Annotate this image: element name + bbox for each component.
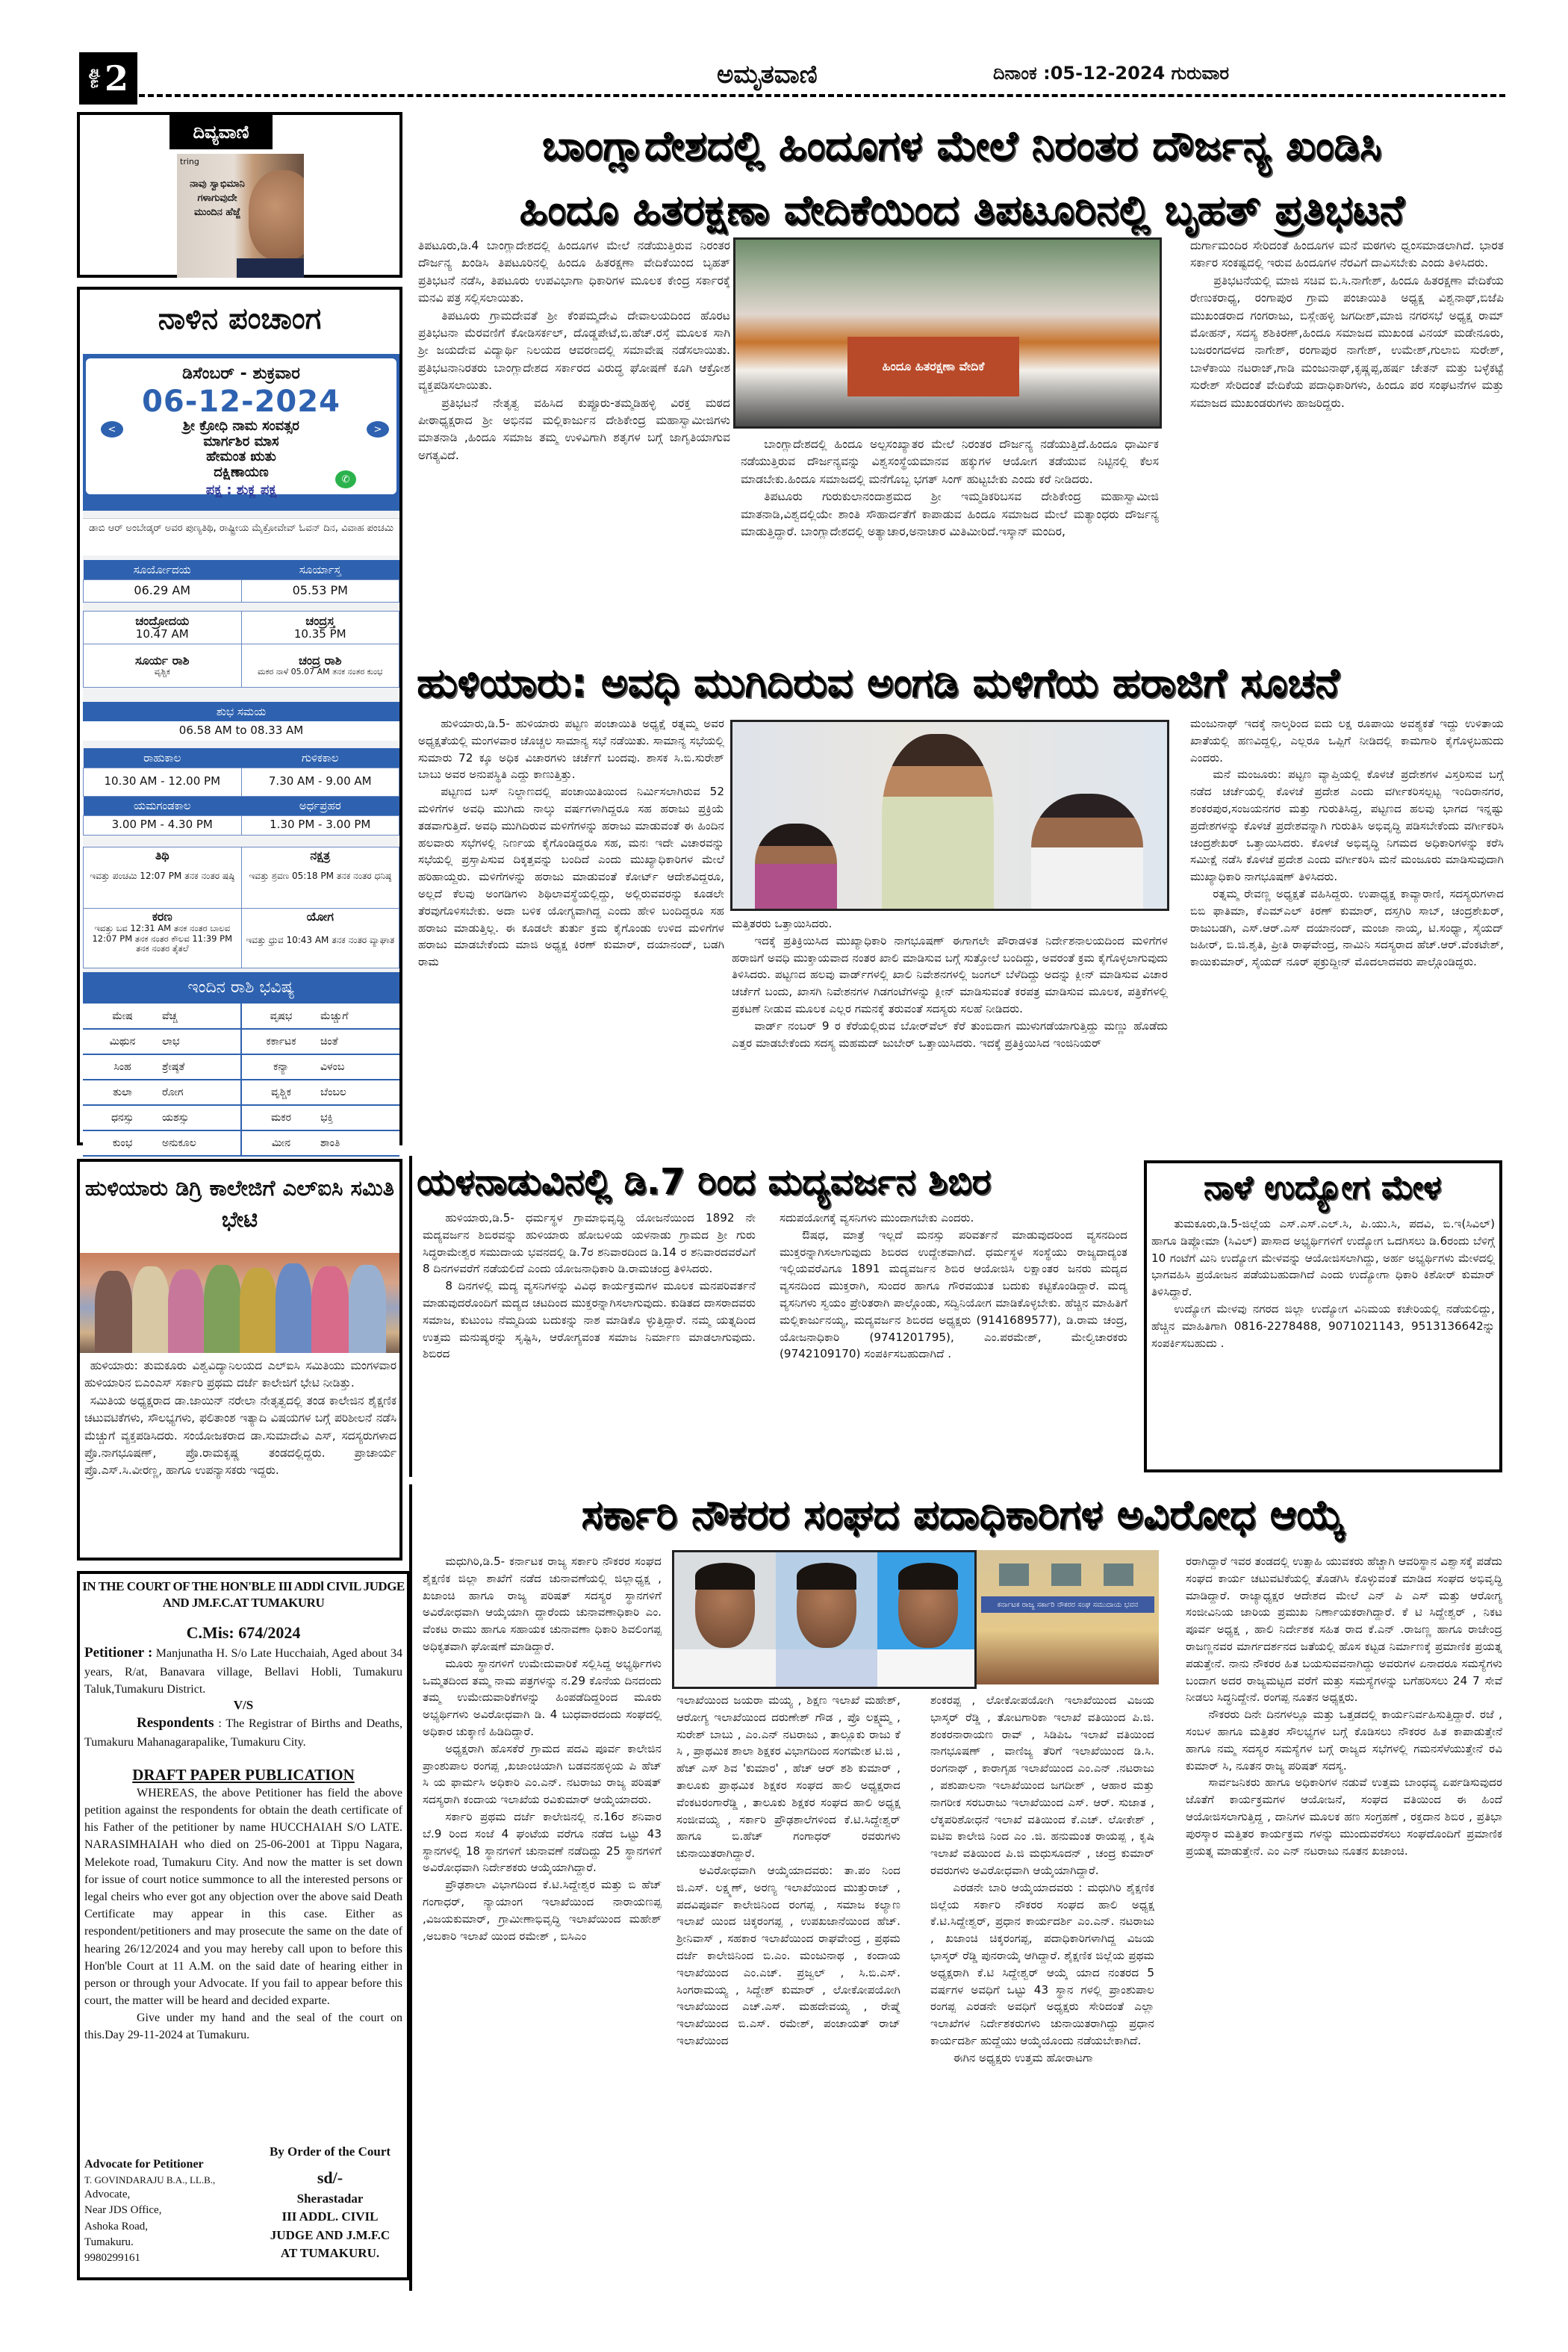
rashi-table — [83, 1004, 399, 1157]
story5-para: ಇಲಾಖೆಯಿಂದ ಜಯರಾ ಮಯ್ಯ , ಶಿಕ್ಷಣ ಇಲಾಖೆ ಮಹೇಶ್, ಆರೋಗ್ಯ ಇಲಾಖೆಯಿಂದ ದರುಣೇಶ್ ಗೌಡ , ಪ್ರೊ ಲಕ್ಷ್ಮಮ್ಮ , ಸುರೇಶ್ ಬಾಬು , ಎಂ.ಎನ್ ನಟರಾಜು , ತಾಲ್ಲೂಕು ರಾಜು ಕೆ ಸಿ , ಪ್ರಾಥಮಿಕ ಶಾಲಾ ಶಿಕ್ಷಕರ ವಿಭಾಗದಿಂದ ಸಂಗಮೇಶ ಟಿ.ಜಿ , ಹೆಚ್ ಎಸ್ ಶಿವ 'ಕುಮಾರ' , ಹೆಚ್ ಆರ್ ಶಶಿ ಕುಮಾರ್ , ತಾಲೂಕು ಪ್ರಾಥಮಿಕ ಶಿಕ್ಷಕರ ಸಂಘದ ಹಾಲಿ ಅಧ್ಯಕ್ಷರಾದ ವೆಂಕಟರಂಗಾರೆಡ್ಡಿ , ತಾಲೂಕು ಶಿಕ್ಷಕರ ಸಂಘದ ಹಾಲಿ ಅಧ್ಯಕ್ಷ ಸಂಜೀವಯ್ಯ , ಸರ್ಕಾರಿ ಪ್ರೌಢಶಾಲೆಗಳಿಂದ ಕೆ.ಟಿ.ಸಿದ್ದೇಶ್ವರ್ ಹಾಗೂ ಬಿ.ಹೆಚ್ ಗಂಗಾಧರ್ ರವರುಗಳು ಚುನಾಯಿತರಾಗಿದ್ದಾರೆ. — [676, 1693, 900, 1861]
signatory-line: Sherastadar — [296, 2191, 364, 2206]
moonrise-time: 10.47 AM — [135, 627, 189, 641]
story5-left-rule — [409, 1484, 412, 2291]
karana-value: ಇವತ್ತು ಬವ 12:31 AM ತನಕ ನಂತರ ಬಾಲವ 12:07 PM ತನಕ ನಂತರ ಕೌಲವ 11:39 PM ತನಕ ನಂತರ ತೈತಲೆ — [92, 923, 233, 953]
rashi-row — [83, 1029, 399, 1054]
officials-photos — [672, 1550, 977, 1689]
gulika-label: ಗುಳಿಕಕಾಲ — [241, 748, 399, 768]
rahu-label: ರಾಹುಕಾಲ — [84, 748, 242, 768]
official-photo-3 — [877, 1552, 977, 1687]
surya-rashi-label: ಸೂರ್ಯ ರಾಶಿ — [134, 653, 190, 668]
rashi-row — [83, 1080, 399, 1105]
kala-table — [83, 748, 399, 836]
story5-para: ರರಾಗಿದ್ದಾರೆ ಇವರ ತಂಡದಲ್ಲಿ ಉತ್ಸಾಹಿ ಯುವಕರು ಹೆಚ್ಚಾಗಿ ಆವರಿಸ್ಥಾನ ವಿಶ್ವಾಸಕ್ಕೆ ಪಡೆದು ಸಂಘದ ಕಾರ್ಯ ಚಟುವಟಿಕೆಯಲ್ಲಿ ತೊಡಗಿಸಿ ಕೊಳ್ಳುವಂತೆ ಮಾಡಿದ ಸಂಘದ ಅಭಿವೃದ್ಧಿ ಮಾಡಿದ್ದಾರೆ. ರಾಜ್ಯಾಧ್ಯಕ್ಷರ ಆದೇಶದ ಮೇಲೆ ಎನ್ ಪಿ ಎಸ್ ಮತ್ತು ಆರೋಗ್ಯ ಸಂಜೀವಿನಿಯ ಜಾರಿಯ ಪ್ರಮುಖ ನಿರ್ಣಾಯಕರಾಗಿದ್ದಾರೆ. ಕೆ ಟಿ ಸಿದ್ದೇಶ್ವರ್ , ನಿಕಟ ಪೂರ್ವ ಅಧ್ಯಕ್ಷ , ಹಾಲಿ ನಿರ್ದೇಶಕ ಸಹಿತ ರಾದ ಕೆ.ಎನ್ .ರಾಜಣ್ಣ ಹಾಗೂ ರಾಜೇಂದ್ರ ರಾಜಣ್ಣನವರ ಮಾರ್ಗದರ್ಶನದ ಜತೆಯಲ್ಲಿ ಹೊಸ ಕಟ್ಟಡ ನಿರ್ಮಾಣಕ್ಕೆ ಪ್ರಮಾಣಿಕ ಪ್ರಯತ್ನ ಪಡುತ್ತೇನೆ. ನಾನು ನೌಕರರ ಹಿತ ಬಯಸುವವನಾಗಿದ್ದು ಅವರುಗಳ ಏನಾದರೂ ಸಮಸ್ಯೆಗಳು ಬಂದಾಗ ಅದರ ರಾಜ್ಯಮಟ್ಟದ ವರೆಗೆ ಮತ್ತು ಸಮಸ್ಯೆಗಳನ್ನು ಬಗೆಹರಿಸಲು 24 7 ಸೇವೆ ನೀಡಲು ಸಿದ್ಧನಿದ್ದೇನೆ. ರಂಗಪ್ಪ ನೂತನ ಅಧ್ಯಕ್ಷರು. — [1186, 1555, 1502, 1705]
signatory-line: JUDGE AND J.M.F.C — [270, 2227, 391, 2242]
story3-column-2 — [780, 1210, 1127, 1363]
rashi-result: ಶಾಂತಿ — [320, 1130, 399, 1156]
rashi-result: ರೋಗ — [162, 1080, 241, 1105]
rashi-sign: ಮಕರ — [241, 1105, 320, 1130]
photo-label: tring — [180, 157, 199, 167]
story2-column-3 — [1190, 715, 1504, 971]
karana-label: ಕರಣ — [152, 909, 172, 924]
advocate-block — [84, 2156, 241, 2267]
story1-para: ದುರ್ಗಾಮಂದಿರ ಸೇರಿದಂತೆ ಹಿಂದೂಗಳ ಮನೆ ಮಠಗಳು ಧ್ವಂಸಮಾಡಲಾಗಿದೆ. ಭಾರತ ಸರ್ಕಾರ ಸಂಕಷ್ಟದಲ್ಲಿ ಇರುವ ಹಿಂದೂಗಳ ನೆರವಿಗೆ ದಾವಿಸಬೇಕು ಎಂದು ತಿಳಿಸಿದರು. — [1190, 239, 1504, 270]
panchanga-festival: ಡಾಬಿ ಆರ್ ಅಂಬೇಡ್ಕರ್ ಅವರ ಪುಣ್ಯತಿಥಿ, ರಾಷ್ಟ್ರೀಯ ಮೈಕ್ರೋವೇವ್ ಓವನ್ ದಿನ, ವಿವಾಹ ಪಂಚಮಿ — [83, 518, 399, 556]
story1-para: ತಿಪಟೂರು,ಡಿ.4 ಬಾಂಗ್ಲಾದೇಶದಲ್ಲಿ ಹಿಂದೂಗಳ ಮೇಲೆ ನಡೆಯುತ್ತಿರುವ ನಿರಂತರ ದೌರ್ಜನ್ಯ ಖಂಡಿಸಿ ತಿಪಟೂರಿನಲ್ಲಿ ಹಿಂದೂ ಹಿತರಕ್ಷಣಾ ವೇದಿಕೆಯಿಂದ ಬೃಹತ್ ಪ್ರತಿಭಟನೆ ನಡೆಸಿ, ತಿಪಟೂರು ಉಪವಿಭಾಗಾ ಧಿಕಾರಿಗಳ ಮೂಲಕ ಕೇಂದ್ರ ಸರ್ಕಾರಕ್ಕೆ ಮನವಿ ಪತ್ರ ಸಲ್ಲಿಸಲಾಯಿತು. — [418, 239, 730, 305]
shubha-time: 06.58 AM to 08.33 AM — [83, 721, 399, 741]
rashi-sign: ಕರ್ಕಾಟಕ — [241, 1029, 320, 1054]
panchanga-masa: ಮಾರ್ಗಶಿರ ಮಾಸ — [203, 433, 279, 449]
protest-banner: ಹಿಂದೂ ಹಿತರಕ್ಷಣಾ ವೇದಿಕೆ — [847, 337, 1019, 396]
divyavani-quote: ನಾವು ಸ್ವಾಭಿಮಾನಿ ಗಳಾಗುವುದೇ ಮುಂದಿನ ಹೆಜ್ಜೆ — [190, 178, 245, 218]
story2-para: ರತ್ನಮ್ಮ ರೇವಣ್ಣ ಅಧ್ಯಕ್ಷತೆ ವಹಿಸಿದ್ದರು. ಉಪಾಧ್ಯಕ್ಷ ಕಾವ್ಯಾರಾಣಿ, ಸದಸ್ಯರುಗಳಾದ ಬಿಬಿ ಫಾತಿಮಾ, ಕೆಎಮ್‌ಎಲ್ ಕಿರಣ್ ಕುಮಾರ್, ದಸ್ತಗಿರಿ ಸಾಬ್, ಚಂದ್ರಶೇಖರ್, ರಾಜುಬಡಗಿ, ಎಸ್.ಆರ್.ಎಸ್ ದಯಾನಂದ್, ಮಂಜಾ ನಾಯ್ಕ, ಟಿ.ಸಂಧ್ಯಾ, ಸೈಯದ್ ಜಹೀರ್, ಬಿ.ಜಿ.ಶೃತಿ, ಪ್ರೀತಿ ರಾಘವೇಂದ್ರ, ನಾಮಿನಿ ಸದಸ್ಯರಾದ ಹೆಚ್.ಆರ್.ವೆಂಕಟೇಶ್, ಕಾಯಿಕುಮಾರ್, ಸೈಯದ್ ನೂರ್ ಫಕ್ರುದ್ದೀನ್ ಮೊದಲಾದವರು ಪಾಲ್ಗೊಂಡಿದ್ದರು. — [1190, 886, 1504, 969]
story4-para: ತುಮಕೂರು,ಡಿ.5-ಜಿಲ್ಲೆಯ ಎಸ್.ಎಸ್.ಎಲ್.ಸಿ, ಪಿ.ಯು.ಸಿ, ಪದವಿ, ಬಿ.ಇ(ಸಿವಿಲ್) ಹಾಗೂ ಡಿಪ್ಲೋಮಾ (ಸಿವಿಲ್) ಪಾಸಾದ ಅಭ್ಯರ್ಥಿಗಳಿಗೆ ಉದ್ಯೋಗ ಒದಗಿಸಲು ಡಿ.6ರಂದು ಬೆಳಿಗ್ಗೆ 10 ಗಂಟೆಗೆ ಮಿನಿ ಉದ್ಯೋಗ ಮೇಳವನ್ನು ಆಯೋಜಿಸಲಾಗಿದ್ದು, ಅರ್ಹ ಅಭ್ಯರ್ಥಿಗಳು ಮೇಳದಲ್ಲಿ ಭಾಗವಹಿಸಿ ಪ್ರಯೋಜನ ಪಡೆಯಬಹುದಾಗಿದೆ ಎಂದು ಉದ್ಯೋಗಾ ಧಿಕಾರಿ ಕಿಶೋರ್ ಕುಮಾರ್ ತಿಳಿಸಿದ್ದಾರೆ. — [1151, 1217, 1495, 1299]
sun-table — [83, 560, 399, 603]
story3-para: ಔಷಧ, ಮಾತ್ರೆ ಇಲ್ಲದೆ ಮನಸ್ಸು ಪರಿವರ್ತನೆ ಮಾಡುವುದರಿಂದ ವ್ಯಸನದಿಂದ ಮುಕ್ತರನ್ನಾಗಿಸಲಾಗುವುದು ಶಿಬಿರದ ಉದ್ದೇಶವಾಗಿದೆ. ಧರ್ಮಸ್ಥಳ ಸಂಸ್ಥೆಯು ರಾಜ್ಯದಾದ್ಯಂತ ಇಲ್ಲಿಯವರೆವಿಗೂ 1891 ಮದ್ಯವರ್ಜನ ಶಿಬಿರ ಆಯೋಜಿಸಿ ಲಕ್ಷಾಂತರ ಜನರು ಮದ್ಯದ ವ್ಯಸನದಿಂದ ಮುಕ್ತರಾಗಿ, ಸುಂದರ ಹಾಗೂ ಗೌರವಯುತ ಬದುಕು ಕಟ್ಟಿಕೊಂಡಿದ್ದಾರೆ. ಮದ್ಯ ವ್ಯಸನಿಗಳು ಸ್ವಯಂ ಪ್ರೇರಿತರಾಗಿ ಪಾಲ್ಗೊಂಡು, ಸದ್ವಿನಿಯೋಗ ಮಾಡಿಕೊಳ್ಳಬೇಕು. ಹೆಚ್ಚಿನ ಮಾಹಿತಿಗೆ ಮಲ್ಲಿಕಾರ್ಜುನಯ್ಯ, ಮದ್ಯವರ್ಜನ ಶಿಬಿರದ ಅಧ್ಯಕ್ಷರು (9141689577), ಡಿ.ರಾಮ ಚಂದ್ರ, ಯೋಜನಾಧಿಕಾರಿ (9741201795), ಎಂ.ಪರಮೇಶ್, ಮೇಲ್ವಿಚಾರಕರು (9742109170) ಸಂಪರ್ಕಿಸಬಹುದಾಗಿದೆ . — [780, 1228, 1127, 1361]
tithi-table — [83, 847, 399, 968]
rashi-row — [83, 1105, 399, 1130]
story3-para: 8 ದಿನಗಳಲ್ಲಿ ಮದ್ಯ ವ್ಯಸನಿಗಳನ್ನು ವಿವಿಧ ಕಾರ್ಯಕ್ರಮಗಳ ಮೂಲಕ ಮನಪರಿವರ್ತನೆ ಮಾಡುವುದರೊಂದಿಗೆ ಮದ್ಯದ ಚಟದಿಂದ ಮುಕ್ತರನ್ನಾಗಿಸಲಾಗುವುದು. ಕುಡಿತದ ದಾಸರಾದವರು ಸಮಾಜ, ಕುಟುಂಬ ನೆಮ್ಮದಿಯ ಬದುಕನ್ನು ನಾಶ ಮಾಡಿಕೊ ಳ್ಳುತ್ತಿದ್ದಾರೆ. ನಮ್ಮ ಯತ್ನದಿಂದ ಉತ್ತಮ ಮನುಷ್ಯರನ್ನು ಸೃಷ್ಟಿಸಿ, ಆರೋಗ್ಯವಂತ ಸಮಾಜ ನಿರ್ಮಾಣ ಮಾಡಲಾಗುವುದು. ಶಿಬಿರದ — [423, 1279, 756, 1361]
divyavani-photo — [177, 154, 304, 278]
lic-body — [84, 1357, 396, 1480]
signatory-block — [250, 2143, 410, 2263]
signature-mark: sd/- — [317, 2168, 343, 2187]
story5-para: ಪ್ರೌಢಶಾಲಾ ವಿಭಾಗದಿಂದ ಕೆ.ಟಿ.ಸಿದ್ದೇಶ್ವರ ಮತ್ತು ಬಿ ಹೆಚ್ ಗಂಗಾಧರ್, ನ್ಯಾಯಾಂಗ ಇಲಾಖೆಯಿಂದ ನಾರಾಯಣಪ್ಪ ,ವಿಜಯಕುಮಾರ್, ಗ್ರಾಮೀಣಾಭಿವೃದ್ಧಿ ಇಲಾಖೆಯಿಂದ ಮಹೇಶ್ ,ಅಬಕಾರಿ ಇಲಾಖೆ ಯಿಂದ ರಮೇಶ್ , ಬಿಸಿಎಂ — [423, 1878, 662, 1943]
protest-photo — [733, 237, 1162, 429]
rashi-result: ವೆಚ್ಚ — [162, 1004, 241, 1029]
moonrise-label: ಚಂದ್ರೋದಯ — [135, 613, 190, 628]
story4-para: ಉದ್ಯೋಗ ಮೇಳವು ನಗರದ ಜಿಲ್ಲಾ ಉದ್ಯೋಗ ವಿನಿಮಯ ಕಚೇರಿಯಲ್ಲಿ ನಡೆಯಲಿದ್ದು, ಹೆಚ್ಚಿನ ಮಾಹಿತಿಗಾಗಿ 0816-2278488, 9071021143, 9513136642ನ್ನು ಸಂಪರ್ಕಿಸಬಹುದು . — [1151, 1301, 1495, 1350]
lic-story-box — [77, 1159, 402, 1561]
association-building-photo — [977, 1550, 1159, 1684]
story5-para: ಮಧುಗಿರಿ,ಡಿ.5- ಕರ್ನಾಟಕ ರಾಜ್ಯ ಸರ್ಕಾರಿ ನೌಕರರ ಸಂಘದ ಶೈಕ್ಷಣಿಕ ಜಿಲ್ಲಾ ಶಾಖೆಗೆ ನಡೆದ ಚುನಾವಣೆಯಲ್ಲಿ ಜಿಲ್ಲಾಧ್ಯಕ್ಷ , ಖಜಾಂಚಿ ಹಾಗೂ ರಾಜ್ಯ ಪರಿಷತ್ ಸದಸ್ಯರ ಸ್ಥಾನಗಳಿಗೆ ಅವಿರೋಧವಾಗಿ ಆಯ್ಕೆಯಾಗಿ ದ್ದಾರೆಂದು ಚುನಾವಣಾಧಿಕಾರಿ ಎಂ. ವೆಂಕಟ ರಾಮು ಹಾಗೂ ಸಹಾಯಕ ಚುನಾವಣಾ ಧಿಕಾರಿ ಶಿವಲಿಂಗಪ್ಪ ಅಧಿಕೃತವಾಗಿ ಘೋಷಣೆ ಮಾಡಿದ್ದಾರೆ. — [423, 1555, 662, 1653]
rashi-result: ಭಕ್ತಿ — [320, 1105, 399, 1130]
ardha-time: 1.30 PM - 3.00 PM — [241, 815, 399, 835]
petitioner-label: Petitioner : — [84, 1645, 153, 1661]
story5-para: ಮೂರು ಸ್ಥಾನಗಳಿಗೆ ಉಮೇದುವಾರಿಕೆ ಸಲ್ಲಿಸಿದ್ದ ಅಭ್ಯರ್ಥಿಗಳು ಒಮ್ಮತದಿಂದ ತಮ್ಮ ನಾಮ ಪತ್ರಗಳನ್ನು ನ.29 ಕೊನೆಯ ದಿನದಂದು ತಮ್ಮ ಉಮೇದುವಾರಿಕೆಗಳನ್ನು ಹಿಂಪಡೆದಿದ್ದರಿಂದ ಮೂರು ಅಭ್ಯರ್ಥಿಗಳು ಅವಿರೋಧವಾಗಿ ಡಿ. 4 ಬುಧವಾರದಂದು ಸಂಘದಲ್ಲಿ ಅಧಿಕಾರ ಚುಕ್ಕಾಣಿ ಹಿಡಿದಿದ್ದಾರೆ. — [423, 1656, 662, 1738]
story5-para: ಸರ್ಕಾರಿ ಪ್ರಥಮ ದರ್ಜೆ ಕಾಲೇಜಿನಲ್ಲಿ ನ.16ರ ಶನಿವಾರ ಬೆ.9 ರಿಂದ ಸಂಜೆ 4 ಘಂಟೆಯ ವರೆಗೂ ನಡೆದ ಒಟ್ಟು 43 ಸ್ಥಾನಗಳಲ್ಲಿ 18 ಸ್ಥಾನಗಳಿಗೆ ಚುನಾವಣೆ ನಡೆದಿದ್ದು 25 ಸ್ಥಾನಗಳಿಗೆ ಅವಿರೋಧವಾಗಿ ನಿರ್ದೇಶಕರು ಆಯ್ಕೆಯಾಗಿದ್ದಾರೆ. — [423, 1809, 662, 1875]
surya-rashi-value: ವೃಶ್ಚಿಕ — [154, 667, 170, 677]
panchanga-date-panel — [83, 354, 399, 511]
yama-time: 3.00 PM - 4.30 PM — [84, 815, 242, 835]
story2-para: ಪಟ್ಟಣದ ಬಸ್ ನಿಲ್ದಾಣದಲ್ಲಿ ಪಂಚಾಯಿತಿಯಿಂದ ನಿರ್ಮಿಸಲಾಗಿರುವ 52 ಮಳಿಗೆಗಳ ಅವಧಿ ಮುಗಿದು ನಾಲ್ಕು ವರ್ಷಗಳಾಗಿದ್ದರೂ ಸಹ ಹರಾಜು ಪ್ರಕ್ರಿಯೆ ತಡವಾಗುತ್ತಿದೆ. ಅವಧಿ ಮುಗಿದಿರುವ ಮಳಿಗೆಗಳನ್ನು ಹರಾಜು ಮಾಡುವಂತೆ ಈ ಹಿಂದಿನ ಹಲವಾರು ಸಭೆಗಳಲ್ಲಿ ನಿರ್ಣಯ ಕೈಗೊಂಡಿದ್ದರೂ ಸಹ, ಮನಃ ಇದೇ ವಿಚಾರವನ್ನು ಸಭೆಯಲ್ಲಿ ಪ್ರಸ್ತಾಪಿಸುವ ದಿಕ್ಕತ್ತವನ್ನು ಬಂದಿದೆ ಎಂದು ಮುಖ್ಯಾಧಿಕಾರಿಗಳ ಮೇಲೆ ಹರಿಹಾಯ್ದರು. ಮಳಿಗೆಗಳನ್ನು ಹರಾಜು ಮಾಡುವಂತೆ ಕೋರ್ಟ್ ಆದೇಶವಿದ್ದರೂ, ಅಲ್ಲದೆ ಕೆಲವು ಅಂಗಡಿಗಳು ಶಿಥಿಲಾವಸ್ಥೆಯಲ್ಲಿದ್ದು, ಅಲ್ಲಿರುವವರನ್ನು ಕೂಡಲೇ ತೆರವುಗೊಳಿಸಬೇಕು. ಅದಾ ಬಳಿಕ ಯೋಗ್ಯವಾಗಿದ್ದ ಎಂದು ಹೇಳಿ ಬಂದಿದ್ದರೂ ಸಹ ಹರಾಜು ಮಾಡುತ್ತಿಲ್ಲ. ಈ ಕೂಡಲೇ ತುರ್ತು ಕ್ರಮ ಕೈಗೊಂಡು ಉಳಿದ ಮಳಿಗೆಗಳ ಹರಾಜು ಮಾಡಬೇಕೆಂದು ಮಾಜಿ ಅಧ್ಯಕ್ಷ ಕಿರಣ್ ಕುಮಾರ್, ದಯಾನಂದ್, ಬಡಗಿ ರಾಮ — [418, 785, 724, 969]
story5-column-3 — [930, 1692, 1154, 2067]
story5-headline: ಸರ್ಕಾರಿ ನೌಕರರ ಸಂಘದ ಪದಾಧಿಕಾರಿಗಳ ಅವಿರೋಧ ಆಯ್ಕೆ — [581, 1491, 1345, 1538]
notice-body: WHEREAS, the above Petitioner has field the above petition against the respondents for obtain the death certificate of his Father of the petitioner by name HUCCHAIAH S/O LATE. NARASIMHAIAH who died on 25-06-2001 at Tippu Nagara, Melekote road, Tumakuru City. And now the matter is set down for issue of court notice summonce to all the interested persons or legal cheirs who ever got any objection over the above said Death Certificate may appear in this case. Either as respondent/petitioners and may prosecute the same on the date of hearing 26/12/2024 and you may hereby call upon to before this Hon'ble Court at 11 A.M. on the said date of hearing either in person or through your Advocate. If you fail to appear before this court, the matter will be heard and decided exparte. — [84, 1786, 402, 2008]
rashi-result: ಅನುಕೂಲ — [162, 1130, 241, 1156]
story4-headline: ನಾಳೆ ಉದ್ಯೋಗ ಮೇಳ — [1203, 1169, 1441, 1207]
story5-para: ಎರಡನೇ ಬಾರಿ ಆಯ್ಕೆಯಾದವರು : ಮಧುಗಿರಿ ಶೈಕ್ಷಣಿಕ ಜಿಲ್ಲೆಯ ಸರ್ಕಾರಿ ನೌಕರರ ಸಂಘದ ಹಾಲಿ ಅಧ್ಯಕ್ಷ ಕೆ.ಟಿ.ಸಿದ್ದೇಶ್ವರ್, ಪ್ರಧಾನ ಕಾರ್ಯದರ್ಶಿ ಎಂ.ಎನ್. ನಟರಾಜು , ಖಜಾಂಚಿ ಚಿಕ್ಕರಂಗಪ್ಪ, ಪದಾಧಿಕಾರಿಗಳಾಗಿದ್ದ ವಿಜಯ ಭಾಸ್ಕರ್ ರೆಡ್ಡಿ ಪುನರಾಯ್ಕೆ ಆಗಿದ್ದಾರೆ. ಶೈಕ್ಷಣಿಕ ಜಿಲ್ಲೆಯ ಪ್ರಥಮ ಅಧ್ಯಕ್ಷರಾಗಿ ಕೆ.ಟಿ ಸಿದ್ದೇಶ್ವರ್ ಆಯ್ಕೆ ಯಾದ ನಂತರದ 5 ವರ್ಷಗಳ ಅವಧಿಗೆ ಒಟ್ಟು 43 ಸ್ಥಾನ ಗಳಲ್ಲಿ ಪ್ರಾಂಶುಪಾಲ ರಂಗಪ್ಪ ಎರಡನೇ ಅವಧಿಗೆ ಅಧ್ಯಕ್ಷರು ಸೇರಿದಂತೆ ಎಲ್ಲಾ ಇಲಾಖೆಗಳ ನಿರ್ದೇಶಕರುಗಳು ಚುನಾಯಿತರಾಗಿದ್ದು ಪ್ರಧಾನ ಕಾರ್ಯದರ್ಶಿ ಹುದ್ದೆಯು ಆಯ್ಕೆಯೊಂದು ನಡೆಯಬೇಕಾಗಿದೆ. — [930, 1880, 1154, 2047]
story1-para: ಪ್ರತಿಭಟನೆ ನೇತೃತ್ವ ವಹಿಸಿದ ಕುಪ್ಪೂರು-ತಮ್ಮಡಿಹಳ್ಳಿ ವಿರಕ್ತ ಮಠದ ಪೀಠಾಧ್ಯಕ್ಷರಾದ ಶ್ರೀ ಅಭಿನವ ಮಲ್ಲಿಕಾರ್ಜುನ ದೇಶಿಕೇಂದ್ರ ಮಹಾಸ್ವಾಮೀಜಿಗಳು ಮಾತನಾಡಿ ,ಹಿಂದೂ ಸಮಾಜ ತಮ್ಮ ಉಳಿವಿಗಾಗಿ ಶತೃಗಳ ಬಗ್ಗೆ ಜಾಗೃತಿಯಾಗುವ ಅಗತ್ಯವಿದೆ. — [418, 396, 730, 462]
council-meeting-photo — [730, 720, 1169, 911]
rashi-result: ವಿಳಂಬ — [320, 1054, 399, 1080]
notice-closing: Give under my hand and the seal of the court on this.Day 29-11-2024 at Tumakuru. — [84, 2012, 402, 2042]
notice-title: DRAFT PAPER PUBLICATION — [132, 1765, 355, 1784]
story1-headline-line1: ಬಾಂಗ್ಲಾದೇಶದಲ್ಲಿ ಹಿಂದೂಗಳ ಮೇಲೆ ನಿರಂತರ ದೌರ್ಜನ್ಯ ಖಂಡಿಸಿ — [541, 122, 1382, 169]
yama-label: ಯಮಗಂಡಕಾಲ — [84, 796, 242, 815]
rashi-sign: ವೃಷಭ — [241, 1004, 320, 1029]
story1-para: ತಿಪಟೂರು ಗುರುಕುಲಾನಂದಾಶ್ರಮದ ಶ್ರೀ ಇಮ್ಮಡಿಕರಿಬಸವ ದೇಶಿಕೇಂದ್ರ ಮಹಾಸ್ವಾಮೀಜಿ ಮಾತನಾಡಿ,ವಿಶ್ವದಲ್ಲಿಯೇ ಶಾಂತಿ ಸೌಹಾರ್ದತೆಗೆ ಕಾಪಾಡುವ ಹಿಂದೂ ಸಮಾಜದ ಮೇಲೆ ಮತ್ಯಾಂಧರು ದೌರ್ಜನ್ಯ ಮಾಡುತ್ತಿದ್ದಾರೆ. ಬಾಂಗ್ಲಾದೇಶದಲ್ಲಿ ಅತ್ಯಾಚಾರ,ಅನಾಚಾರ ಮಿತಿಮೀರಿದೆ.ಇಸ್ಕಾನ್ ಮಂದಿರ, — [741, 490, 1159, 538]
story5-para: ಅಧ್ಯಕ್ಷರಾಗಿ ಹೊಸಕೆರೆ ಗ್ರಾಮದ ಪದವಿ ಪೂರ್ವ ಕಾಲೇಜಿನ ಪ್ರಾಂಶುಪಾಲ ರಂಗಪ್ಪ ,ಖಜಾಂಚಿಯಾಗಿ ಬಡವನಹಳ್ಳಿಯ ಪಿ ಹೆಚ್ ಸಿ ಯ ಫಾರ್ಮಸಿ ಅಧಿಕಾರಿ ಎಂ.ಎನ್. ನಟರಾಜು ರಾಜ್ಯ ಪರಿಷತ್ ಸದಸ್ಯರಾಗಿ ಕಂದಾಯ ಇಲಾಖೆಯ ರವಿಕುಮಾರ್ ಆಯ್ಕೆಯಾದರು. — [423, 1741, 662, 1807]
story2-para: ಇದಕ್ಕೆ ಪ್ರತಿಕ್ರಿಯಿಸಿದ ಮುಖ್ಯಾಧಿಕಾರಿ ನಾಗಭೂಷಣ್ ಈಗಾಗಲೇ ಪೌರಾಡಳಿತ ನಿರ್ದೇಶನಾಲಯದಿಂದ ಮಳಿಗೆಗಳ ಹರಾಜಿಗೆ ಅವಧಿ ಮುಕ್ತಾಯವಾದ ನಂತರ ಖಾಲಿ ಮಾಡಿಸುವ ಬಗ್ಗೆ ಸುತ್ತೋಲೆ ಬಂದಿದ್ದು, ಅವರಂತೆ ಕ್ರಮ ಕೈಗೊಳ್ಳಲಾಗುವುದು ತಿಳಿಸಿದರು. ಪಟ್ಟಣದ ಹಲವು ವಾರ್ಡ್‌ಗಳಲ್ಲಿ ಖಾಲಿ ನಿವೇಶನಗಳಲ್ಲಿ ಜಂಗಲ್ ಬೆಳೆದಿದ್ದು ಅದನ್ನು ಕ್ಲೀನ್ ಮಾಡಿಸುವ ವಿಚಾರ ಚರ್ಚೆಗೆ ಬಂದು, ಖಾಸಗಿ ನಿವೇಶನಗಳ ಗಿಡಗಂಟೆಗಳನ್ನು ಕ್ಲೀನ್ ಮಾಡಿಸುವಂತೆ ಕರಪತ್ರ ಮಾಡಿಸುವ ಮೂಲಕ, ಪತ್ರಿಕೆಗಳಲ್ಲಿ ಪ್ರಕಟಣೆ ನೀಡುವ ಮೂಲಕ ಎಲ್ಲರ ಗಮನಕ್ಕೆ ತರುವಂತೆ ಸದಸ್ಯರು ಸಲಹೆ ನೀಡಿದರು. — [732, 933, 1168, 1015]
story2-para: ಮತ್ತಿತರರು ಒತ್ತಾಯಿಸಿದರು. — [732, 917, 833, 930]
advocate-phone: 9980299161 — [84, 2252, 140, 2265]
court-notice — [77, 1571, 410, 2280]
story1-headline-line2: ಹಿಂದೂ ಹಿತರಕ್ಷಣಾ ವೇದಿಕೆಯಿಂದ ತಿಪಟೂರಿನಲ್ಲಿ ಬೃಹತ್ ಪ್ರತಿಭಟನೆ — [519, 186, 1404, 234]
tithi-label: ತಿಥಿ — [155, 848, 169, 862]
story2-para: ವಾರ್ಡ್ ನಂಬರ್ 9 ರ ಕೆರೆಯಲ್ಲಿರುವ ಬೋರ್‌ವೆಲ್ ಕೆರೆ ತುಂಬಿದಾಗ ಮುಳುಗಡೆಯಾಗುತ್ತಿದ್ದು ಮಣ್ಣು ಹೊಡೆದು ಎತ್ತರ ಮಾಡಬೇಕೆಂದು ಸದಸ್ಯ ಮಹಮದ್ ಜುಬೇರ್ ಒತ್ತಾಯಿಸಿದರು. ಇದಕ್ಕೆ ಪ್ರತಿಕ್ರಿಯಿಸಿದ ಇಂಜಿನಿಯರ್ — [732, 1018, 1168, 1050]
portrait-coat — [237, 258, 304, 278]
rashi-sign: ಮೀನ — [241, 1130, 320, 1156]
story1-para: ಪ್ರತಿಭಟನೆಯಲ್ಲಿ ಮಾಜಿ ಸಚಿವ ಬಿ.ಸಿ.ನಾಗೇಶ್, ಹಿಂದೂ ಹಿತರಕ್ಷಣಾ ವೇದಿಕೆಯ ರೇಣುಕರಾಧ್ಯ, ರಂಗಾಪುರ ಗ್ರಾಮ ಪಂಚಾಯಿತಿ ಅಧ್ಯಕ್ಷ ವಿಶ್ವನಾಥ್,ಬಿಜೆಪಿ ಮುಖಂಡರಾದ ಗಂಗರಾಜು, ಬಿಸ್ಲೇಹಳ್ಳಿ ಜಗದೀಶ್,ಮಾಜಿ ನಗರಸಭೆ ಅಧ್ಯಕ್ಷ ರಾಮ್ ಮೋಹನ್, ಸದಸ್ಯ ಶಶಿಕಿರಣ್,ಹಿಂದೂ ಸಮಾಜದ ಮುಖಂಡ ವಿನಯ್ ಮಡೇನೂರು, ಬಜರಂಗದಳದ ನಾಗೇಶ್, ರಂಗಾಪುರ ನಾಗೇಶ್, ಉಮೇಶ್,ಗುಲಾಬಿ ಸುರೇಶ್, ಬಾಳೆಕಾಯಿ ನಟರಾಜ್,ಗಾಡಿ ಮಂಜುನಾಥ್,ಕೃಷ್ಣಪ್ಪ,ಹರ್ಷ ಚೇತನ್ ಮತ್ತು ಬಳ್ಳೆಕಟ್ಟೆ ಸುರೇಶ್ ಸೇರಿದಂತೆ ವೇದಿಕೆಯ ಪದಾಧಿಕಾರಿಗಳು, ಹಿಂದೂ ಪರ ಸಂಘಟನೆಗಳ ಮತ್ತು ಸಮಾಜದ ಮುಖಂಡರುಗಳು ಹಾಜರಿದ್ದರು. — [1190, 273, 1504, 410]
advocate-line: Advocate, — [84, 2188, 131, 2201]
rashi-sign: ಮಿಥುನ — [83, 1029, 162, 1054]
chevron-left-icon: < — [101, 421, 123, 438]
respondents-details: : The Registrar of Births and Deaths, Tumakuru Mahanagarapalike, Tumakuru City. — [84, 1717, 403, 1749]
rashi-row — [83, 1004, 399, 1029]
panchanga-date: 06-12-2024 — [142, 385, 340, 419]
sunset-label: ಸೂರ್ಯಾಸ್ತ — [241, 560, 399, 579]
rashi-sign: ಮೇಷ — [83, 1004, 162, 1029]
panchanga-ritu: ಹೇಮಂತ ಋತು — [206, 449, 276, 465]
advocate-line: Tumakuru. — [84, 2236, 134, 2249]
lic-para-2: ಸಮಿತಿಯ ಅಧ್ಯಕ್ಷರಾದ ಡಾ.ಜಾಯಿನ್ ನರೇಲಾ ನೇತೃತ್ವದಲ್ಲಿ ತಂಡ ಕಾಲೇಜಿನ ಶೈಕ್ಷಣಿಕ ಚಟುವಟಿಕೆಗಳು, ಸೌಲಭ್ಯಗಳು, ಫಲಿತಾಂಶ ಇತ್ಯಾದಿ ವಿಷಯಗಳ ಬಗ್ಗೆ ಪರಿಶೀಲನೆ ನಡೆಸಿ ಮೆಚ್ಚುಗೆ ವ್ಯಕ್ತಪಡಿಸಿದರು. ಸಂಯೋಜಕರಾದ ಡಾ.ಸುಮಾದೇವಿ ಎಸ್, ಸದಸ್ಯರುಗಳಾದ ಪ್ರೊ.ನಾಗಭೂಷಣ್, ಪ್ರೊ.ರಾಮಕೃಷ್ಣ ತಂಡದಲ್ಲಿದ್ದರು. ಪ್ರಾಚಾರ್ಯ ಪ್ರೊ.ಎಸ್.ಸಿ.ವೀರಣ್ಣ, ಹಾಗೂ ಉಪನ್ಯಾಸಕರು ಇದ್ದರು. — [84, 1393, 396, 1478]
court-heading: IN THE COURT OF THE HON'BLE III ADDl CIVIL JUDGE AND JM.F.C.AT TUMAKURU — [82, 1579, 405, 1611]
portrait-figure — [249, 170, 304, 260]
story5-para: ಅವಿರೋಧವಾಗಿ ಆಯ್ಕೆಯಾದವರು: ತಾ.ಪಂ ನಿಂದ ಜಿ.ಎಸ್. ಲಕ್ಷ್ಮಣ್, ಅರಣ್ಯ ಇಲಾಖೆಯಿಂದ ಮುತ್ತುರಾಜ್ , ಪದವಿಪೂರ್ವ ಕಾಲೇಜಿನಿಂದ ರಂಗಪ್ಪ , ಸಮಾಜ ಕಲ್ಯಾಣ ಇಲಾಖೆ ಯಿಂದ ಚಿಕ್ಕರಂಗಪ್ಪ , ಉಪಖಜಾನೆಯಿಂದ ಹೆಚ್. ಶ್ರೀನಿವಾಸ್ , ಸಹಕಾರ ಇಲಾಖೆಯಿಂದ ರಾಘವೇಂದ್ರ , ಪ್ರಥಮ ದರ್ಜೆ ಕಾಲೇಜಿನಿಂದ ಬಿ.ಎಂ. ಮಂಜುನಾಥ , ಕಂದಾಯ ಇಲಾಖೆಯಿಂದ ಎಂ.ಎಚ್. ಪ್ರಜ್ವಲ್ , ಸಿ.ಬಿ.ಎಸ್. ಸಿಂಗರಾಮಯ್ಯ , ಸಿದ್ದೇಶ್ ಕುಮಾರ್ , ಲೋಕೋಪಯೋಗಿ ಇಲಾಖೆಯಿಂದ ಎಚ್.ಎಸ್. ಮಹದೇವಯ್ಯ , ರೇಷ್ಮೆ ಇಲಾಖೆಯಿಂದ ಬಿ.ಎಸ್. ರಮೇಶ್, ಪಂಚಾಯತ್ ರಾಜ್ ಇಲಾಖೆಯಿಂದ — [676, 1863, 900, 2047]
gulika-time: 7.30 AM - 9.00 AM — [241, 768, 399, 796]
rashi-title: ಇಂದಿನ ರಾಶಿ ಭವಿಷ್ಯ — [83, 972, 399, 1004]
rahu-time: 10.30 AM - 12.00 PM — [84, 768, 242, 796]
story2-para: ಮನೆ ಮಂಜೂರು: ಪಟ್ಟಣ ವ್ಯಾಪ್ತಿಯಲ್ಲಿ ಕೊಳಚೆ ಪ್ರದೇಶಗಳ ವಿಸ್ತರಿಸುವ ಬಗ್ಗೆ ನಡೆದ ಚರ್ಚೆಯಲ್ಲಿ ಕೊಳಚೆ ಪ್ರದೇಶ ಎಂದು ವರ್ಗೀಕರಿಸಲ್ಪಟ್ಟ ಇಂದಿರಾನಗರ, ಶಂಕರಪುರ,ಸಂಜಯನಗರ ಮತ್ತು ಗುರುತಿಸಿದ್ದ, ಪಟ್ಟಣದ ಹಲವು ಭಾಗದ ಇನ್ನಷ್ಟು ಪ್ರದೇಶಗಳನ್ನು ಕೊಳಚೆ ಪ್ರದೇಶವನ್ನಾಗಿ ಗುರುತಿಸಿ ಅಭಿವೃದ್ಧಿ ಪಡಿಸಬೇಕೆಂದು ವರ್ಗೀಕರಿಸಿ ಚಂದ್ರಶೇಖರ್ ಒತ್ತಾಯಿಸಿದರು. ಕೊಳಚೆ ಅಭಿವೃದ್ಧಿ ನಿಗಮದ ಅಧಿಕಾರಿಗಳನ್ನು ಕರೆಸಿ ಸಮೀಕ್ಷೆ ನಡೆಸಿ ಕೊಳಚೆ ಪ್ರದೇಶ ಎಂದು ವರ್ಗೀಕರಿಸಿ ಮನೆ ಮಂಜೂರು ಮಾಡಿಸುವುದಾಗಿ ಮುಖ್ಯಾಧಿಕಾರಿ ನಾಗಭೂಷಣ್ ತಿಳಿಸಿದರು. — [1190, 768, 1504, 884]
story5-para: ಸಾರ್ವಜನಿಕರು ಹಾಗೂ ಅಧಿಕಾರಿಗಳ ನಡುವೆ ಉತ್ತಮ ಬಾಂಧವ್ಯ ಏರ್ಪಡಿಸುವುದರ ಜೊತೆಗೆ ಕಾರ್ಯಕ್ರಮಗಳ ಆಯೋಜನೆ, ಸಂಘದ ವತಿಯಿಂದ ಈ ಹಿಂದೆ ಆಯೋಜಿಸಲಾಗುತ್ತಿದ್ದ , ದಾನಿಗಳ ಮೂಲಕ ಹಣ ಸಂಗ್ರಹಣೆ , ರಕ್ತದಾನ ಶಿಬಿರ , ಪ್ರತಿಭಾ ಪುರಸ್ಕಾರ ಮತ್ತಿತರ ಕಾರ್ಯಕ್ರಮ ಗಳನ್ನು ಮುಂದುವರೆಸಲು ಸಂಘದೊಂದಿಗೆ ಪ್ರಮಾಣಿಕ ಪ್ರಯತ್ನ ಮಾಡುತ್ತೇನೆ. ಎಂ ಎನ್ ನಟರಾಜು ನೂತನ ಖಜಾಂಚಿ. — [1186, 1776, 1502, 1858]
story2-para: ಹುಳಿಯಾರು,ಡಿ.5- ಹುಳಿಯಾರು ಪಟ್ಟಣ ಪಂಚಾಯಿತಿ ಅಧ್ಯಕ್ಷೆ ರತ್ನಮ್ಮ ಅವರ ಅಧ್ಯಕ್ಷತೆಯಲ್ಲಿ ಮಂಗಳವಾರ ಚೊಚ್ಚಲ ಸಾಮಾನ್ಯ ಸಭೆ ನಡೆಯಿತು. ಸಾಮಾನ್ಯ ಸಭೆಯಲ್ಲಿ ಸುಮಾರು 72 ಕ್ಕೂ ಅಧಿಕ ವಿಚಾರಗಳು ಚರ್ಚೆಗೆ ಬಂದವು. ಶಾಸಕ ಸಿ.ಬಿ.ಸುರೇಶ್ ಬಾಬು ಅವರ ಅನುಪಸ್ಥಿತಿ ಎದ್ದು ಕಾಣುತ್ತಿತ್ತು. — [418, 717, 724, 782]
signatory-line: III ADDL. CIVIL — [281, 2209, 379, 2224]
story3-para: ಸದುಪಯೋಗಕ್ಕೆ ವ್ಯಸನಿಗಳು ಮುಂದಾಗಬೇಕು ಎಂದರು. — [780, 1211, 974, 1225]
story2-column-2 — [732, 915, 1168, 1051]
tithi-value: ಇವತ್ತು ಪಂಚಮಿ 12:07 PM ತನಕ ನಂತರ ಷಷ್ಠಿ — [90, 871, 235, 882]
masthead-divider — [139, 94, 1505, 97]
panchanga-title: ನಾಳಿನ ಪಂಚಾಂಗ — [158, 302, 322, 336]
versus-label: V/S — [233, 1698, 254, 1713]
panchanga-paksha: ಪಕ್ಷ : ಶುಕ್ಲ ಪಕ್ಷ — [205, 482, 277, 498]
building-sign: ಕರ್ನಾಟಕ ರಾಜ್ಯ ಸರ್ಕಾರಿ ನೌಕರರ ಸಂಘ ಸಮುದಾಯ ಭವನ — [981, 1596, 1154, 1613]
story3-left-rule — [409, 1208, 412, 1477]
nakshatra-value: ಇವತ್ತು ಶ್ರವಣ 05:18 PM ತನಕ ನಂತರ ಧನಿಷ್ಠ — [249, 871, 392, 882]
story3-para: ಹುಳಿಯಾರು,ಡಿ.5- ಧರ್ಮಸ್ಥಳ ಗ್ರಾಮಾಭಿವೃದ್ಧಿ ಯೋಜನೆಯಿಂದ 1892 ನೇ ಮದ್ಯವರ್ಜನ ಶಿಬಿರವನ್ನು ಹುಳಿಯಾರು ಹೋಬಳಿಯ ಯಳನಾಡು ಗ್ರಾಮದ ಶ್ರೀ ಗುರು ಸಿದ್ಧರಾಮೇಶ್ವರ ಸಮುದಾಯ ಭವನದಲ್ಲಿ ಡಿ.7ರ ಶನಿವಾರದಿಂದ ಡಿ.14 ರ ಶನಿವಾರದವರೆವಿಗೆ 8 ದಿನಗಳವರೆಗೆ ನಡೆಯಲಿದೆ ಎಂದು ಯೋಜನಾಧಿಕಾರಿ ಡಿ.ರಾಮಚಂದ್ರ ತಿಳಿಸಿದರು. — [423, 1211, 756, 1276]
story5-para: ನೌಕರರು ದಿನೇ ದಿನಗಳಲ್ಲೂ ಮತ್ತು ಒತ್ತಡದಲ್ಲಿ ಕಾರ್ಯನಿರ್ವಹಿಸುತ್ತಿದ್ದಾರೆ. ರಜೆ , ಸಂಬಳ ಹಾಗೂ ಮತ್ತಿತರ ಸೌಲಭ್ಯಗಳ ಬಗ್ಗೆ ಕೊಡಿಸಲು ನೌಕರರ ಹಿತ ಕಾಪಾಡುತ್ತೇನೆ ಹಾಗೂ ನಮ್ಮ ಸದಸ್ಯರ ಸಮಸ್ಯೆಗಳ ಬಗ್ಗೆ ರಾಜ್ಯದ ಸಭೆಗಳಲ್ಲಿ ಗಮನಸೆಳೆಯುತ್ತೇನೆ ರವಿ ಕುಮಾರ್ ಸಿ, ನೂತನ ರಾಜ್ಯ ಪರಿಷತ್ ಸದಸ್ಯ. — [1186, 1708, 1502, 1773]
yoga-value: ಇವತ್ತು ಧ್ರುವ 10:43 AM ತನಕ ನಂತರ ವ್ಯಾಘಾತ — [246, 935, 395, 946]
advocate-label: Advocate for Petitioner — [84, 2158, 204, 2171]
divyavani-tag: ದಿವ್ಯವಾಣಿ — [169, 115, 273, 149]
chandra-rashi-value: ಮಕರ ನಾಳೆ 05.07 AM ತನಕ ನಂತರ ಕುಂಭ — [258, 667, 383, 677]
moonset-time: 10.35 PM — [293, 627, 346, 641]
sunrise-time: 06.29 AM — [84, 579, 242, 602]
rashi-result: ಬೆಂಬಲ — [320, 1080, 399, 1105]
page-number: 2 — [104, 58, 128, 99]
respondents-label: Respondents — [137, 1715, 214, 1732]
story5-column-2 — [676, 1692, 900, 2050]
shubha-table — [83, 702, 399, 741]
page-number-badge — [79, 52, 137, 105]
panchanga-box — [77, 287, 402, 1149]
nakshatra-label: ನಕ್ಷತ್ರ — [310, 848, 331, 862]
chevron-right-icon: > — [367, 421, 389, 438]
paper-name: ಅಮೃತವಾಣಿ — [717, 60, 818, 90]
story3-headline: ಯಳನಾಡುವಿನಲ್ಲಿ ಡಿ.7 ರಿಂದ ಮದ್ಯವರ್ಜನ ಶಿಬಿರ — [409, 1156, 1141, 1208]
panchanga-date-card — [86, 358, 396, 498]
story1-para: ಬಾಂಗ್ಲಾದೇಶದಲ್ಲಿ ಹಿಂದೂ ಅಲ್ಪಸಂಖ್ಯಾತರ ಮೇಲೆ ನಿರಂತರ ದೌರ್ಜನ್ಯ ನಡೆಯುತ್ತಿದೆ.ಹಿಂದೂ ಧಾರ್ಮಿಕ ನಡೆಯುತ್ತಿರುವ ದೌರ್ಜನ್ಯವನ್ನು ವಿಶ್ವಸಂಸ್ಥೆಯಮಾನವ ಹಕ್ಕುಗಳ ಆಯೋಗ ತಡೆಯುವ ನಿಟ್ಟಿನಲ್ಲಿ ಕೆಲಸ ಮಾಡಬೇಕು.ಹಿಂದೂ ಸಮಾಜದಲ್ಲಿ ಮನೆಗೊಬ್ಬ ಭಗತ್ ಸಿಂಗ್ ಹುಟ್ಟಬೇಕು ಎಂದು ಕರೆ ನೀಡಿದರು. — [741, 438, 1159, 486]
signatory-line: AT TUMAKURU. — [280, 2246, 380, 2261]
whatsapp-icon: ✆ — [335, 470, 356, 488]
rashi-result: ಲಾಭ — [162, 1029, 241, 1054]
rashi-result: ಯಶಸ್ಸು — [162, 1105, 241, 1130]
rashi-sign: ಸಿಂಹ — [83, 1054, 162, 1080]
story3-column-1 — [423, 1210, 756, 1363]
panchanga-ayana: ದಕ್ಷಿಣಾಯಣ — [214, 464, 269, 481]
panchanga-samvatsara: ಶ್ರೀ ಕ್ರೋಧಿ ನಾಮ ಸಂವತ್ಸರ — [183, 418, 299, 434]
advocate-line: Ashoka Road, — [84, 2220, 148, 2233]
order-line: By Order of the Court — [269, 2144, 391, 2159]
yoga-label: ಯೋಗ — [306, 909, 334, 924]
issue-date: ದಿನಾಂಕ :05-12-2024 ಗುರುವಾರ — [993, 63, 1230, 84]
petitioner-details: Manjunatha H. S/o Late Hucchaiah, Aged about 34 years, R/at, Banavara village, Bellavi Hobli, Tumakuru Taluk,Tumakuru District. — [84, 1647, 403, 1696]
divyavani-box — [77, 112, 402, 278]
official-photo-2 — [776, 1552, 877, 1687]
rashi-row — [83, 1130, 399, 1156]
story1-column-2 — [741, 436, 1159, 541]
story1-para: ತಿಪಟೂರು ಗ್ರಾಮದೇವತೆ ಶ್ರೀ ಕೆಂಪಮ್ಮದೇವಿ ದೇವಾಲಯದಿಂದ ಹೊರಟ ಪ್ರತಿಭಟನಾ ಮೆರವಣಿಗೆ ಕೋಡಿಸರ್ಕಲ್, ದೊಡ್ಡಪೇಟೆ,ಬಿ.ಹೆಚ್.ರಸ್ತೆ ಮೂಲಕ ಸಾಗಿ ಶ್ರೀ ಜಯದೇವ ವಿದ್ಯಾರ್ಥಿ ನಿಲಯದ ಆವರಣದಲ್ಲಿ ಸಮಾವೇಷ ನಡೆಸಲಾಯಿತು. ಪ್ರತಿಭಟನಾನಿರತರು ಬಾಂಗ್ಲಾದೇಶದ ಸರ್ಕಾರದ ವಿರುದ್ಧ ಘೋಷಣೆ ಕೂಗಿ ಆಕ್ರೋಶ ವ್ಯಕ್ತಪಡಿಸಲಾಯಿತು. — [418, 308, 730, 393]
panchanga-month-day: ಡಿಸೆಂಬರ್ - ಶುಕ್ರವಾರ — [182, 364, 300, 383]
ardha-label: ಅರ್ಧಪ್ರಹರ — [241, 796, 399, 815]
moonset-label: ಚಂದ್ರಸ್ತ — [305, 613, 335, 628]
rashi-row — [83, 1054, 399, 1080]
lic-headline: ಹುಳಿಯಾರು ಡಿಗ್ರಿ ಕಾಲೇಜಿಗೆ ಎಲ್‌ಐಸಿ ಸಮಿತಿ ಭೇಟಿ — [84, 1175, 395, 1233]
case-number: C.Mis: 674/2024 — [186, 1623, 301, 1643]
rashi-sign: ಕನ್ಯಾ — [241, 1054, 320, 1080]
story1-column-3 — [1190, 237, 1504, 412]
rashi-sign: ವೃಶ್ಚಿಕ — [241, 1080, 320, 1105]
story5-para: ಈಗಿನ ಅಧ್ಯಕ್ಷರು ಉತ್ತಮ ಹೋರಾಟಗಾ — [953, 2050, 1093, 2065]
story5-column-1 — [423, 1553, 662, 1944]
story2-column-1 — [418, 715, 724, 971]
rashi-sign: ಧನಸ್ಸು — [83, 1105, 162, 1130]
sunset-time: 05.53 PM — [241, 579, 399, 602]
story1-column-1 — [418, 237, 730, 464]
rashi-result: ಮೆಚ್ಚುಗೆ — [320, 1004, 399, 1029]
moon-table — [83, 611, 399, 688]
chandra-rashi-label: ಚಂದ್ರ ರಾಶಿ — [298, 653, 342, 668]
lic-para-1: ಹುಳಿಯಾರು: ತುಮಕೂರು ವಿಶ್ವವಿದ್ಯಾನಿಲಯದ ಎಲ್‌ಐಸಿ ಸಮಿತಿಯು ಮಂಗಳವಾರ ಹುಳಿಯಾರಿನ ಬಿಎಂಎಸ್ ಸರ್ಕಾರಿ ಪ್ರಥಮ ದರ್ಜೆ ಕಾಲೇಜಿಗೆ ಭೇಟಿ ನೀಡಿತ್ತು. — [84, 1359, 396, 1390]
story2-headline: ಹುಳಿಯಾರು: ಅವಧಿ ಮುಗಿದಿರುವ ಅಂಗಡಿ ಮಳಿಗೆಯ ಹರಾಜಿಗೆ ಸೂಚನೆ — [417, 659, 1340, 706]
rashi-sign: ಕುಂಭ — [83, 1130, 162, 1156]
lic-group-photo — [80, 1253, 399, 1353]
rashi-result: ಚಿಂತೆ — [320, 1029, 399, 1054]
sunrise-label: ಸೂರ್ಯೋದಯ — [84, 560, 242, 579]
advocate-name: T. GOVINDARAJU B.A., LL.B., — [84, 2174, 216, 2185]
story5-column-4 — [1186, 1553, 1502, 1859]
shubha-label: ಶುಭ ಸಮಯ — [83, 702, 399, 721]
rashi-sign: ತುಲಾ — [83, 1080, 162, 1105]
story2-para: ಮಂಜುನಾಥ್ ಇದಕ್ಕೆ ನಾಲ್ಕರಿಂದ ಐದು ಲಕ್ಷ ರೂಪಾಯಿ ಅವಶ್ಯಕತೆ ಇದ್ದು ಉಳಿತಾಯ ಖಾತೆಯಲ್ಲಿ ಹಣವಿದ್ದಲ್ಲಿ, ಎಲ್ಲರೂ ಒಪ್ಪಿಗೆ ನೀಡಿದಲ್ಲಿ ಕಾಮಗಾರಿ ಕೈಗೊಳ್ಳಬಹುದು ಎಂದರು. — [1190, 717, 1504, 765]
page-prefix: ಪುಟ — [87, 68, 103, 89]
story4-body — [1151, 1216, 1495, 1351]
advocate-line: Near JDS Office, — [84, 2204, 162, 2217]
story1-headline — [417, 113, 1507, 242]
story5-para: ಶಂಕರಪ್ಪ , ಲೋಕೋಪಯೋಗಿ ಇಲಾಖೆಯಿಂದ ವಿಜಯ ಭಾಸ್ಕರ್ ರೆಡ್ಡಿ , ತೋಟಗಾರಿಕಾ ಇಲಾಖೆ ವತಿಯಿಂದ ಪಿ.ಜಿ. ಶಂಕರನಾರಾಯಣ ರಾವ್ , ಸಿಡಿಪಿಒ ಇಲಾಖೆ ವತಿಯಿಂದ ನಾಗಭೂಷಣ್ , ವಾಣಿಜ್ಯ ತೆರಿಗೆ ಇಲಾಖೆಯಿಂದ ಡಿ.ಸಿ. ರಂಗನಾಥ್ , ಕಾರಾಗೃಹ ಇಲಾಖೆಯಿಂದ ಎಂ.ಎನ್ .ನಟರಾಜು , ಪಶುಪಾಲನಾ ಇಲಾಖೆಯಿಂದ ಜಗದೀಶ್ , ಆಹಾರ ಮತ್ತು ನಾಗರೀಕ ಸರಬರಾಜು ಇಲಾಖೆಯಿಂದ ಎಸ್. ಆರ್. ಸುಜಾತ , ಲೆಕ್ಕಪರಿಶೋಧನೆ ಇಲಾಖೆ ವತಿಯಿಂದ ಕೆ.ಎಚ್. ಲೋಕೇಶ್ , ಐಟಿಐ ಕಾಲೇಜಿ ನಿಂದ ಎಂ .ಜಿ. ಹನುಮಂತ ರಾಯಪ್ಪ , ಕೃಷಿ ಇಲಾಖೆ ವತಿಯಿಂದ ಪಿ.ಜಿ ಮಧುಸೂದನ್ , ಚಂದ್ರ ಕುಮಾರ್ ರವರುಗಳು ಅವಿರೋಧವಾಗಿ ಆಯ್ಕೆಯಾಗಿದ್ದಾರೆ. — [930, 1693, 1154, 1877]
official-photo-1 — [674, 1552, 776, 1687]
rashi-result: ಶ್ರೇಷ್ಠತೆ — [162, 1054, 241, 1080]
